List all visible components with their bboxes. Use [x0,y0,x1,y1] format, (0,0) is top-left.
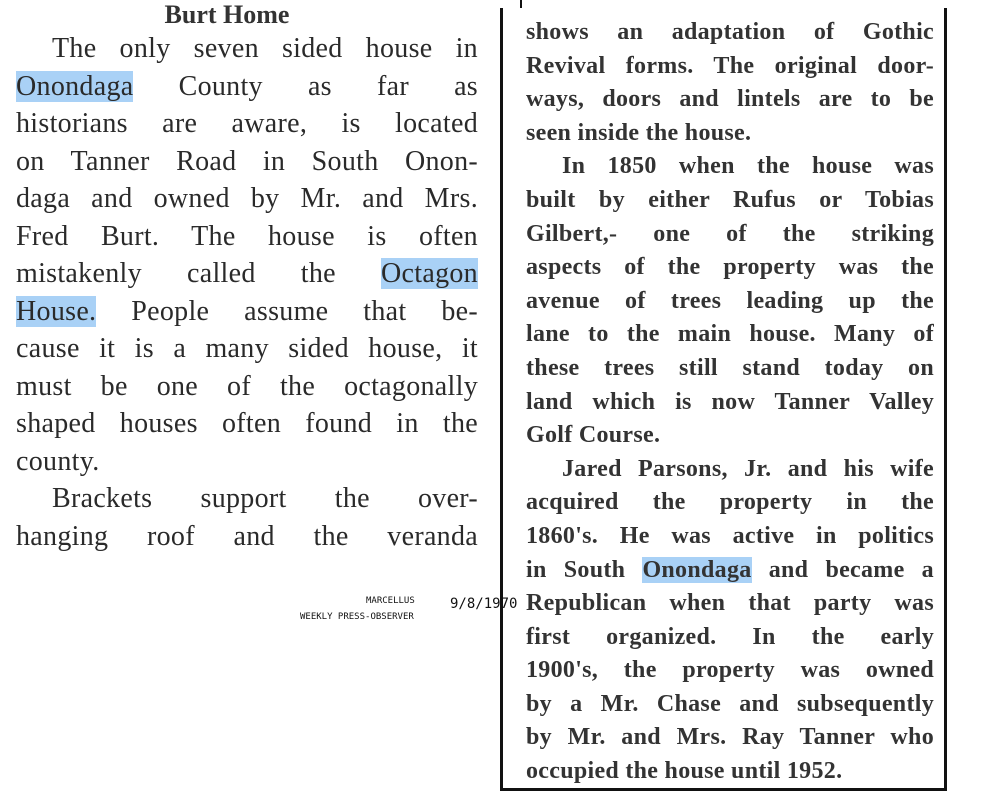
text-line [16,68,478,106]
text-line [526,755,934,789]
text-segment: by Mr. and Mrs. Ray Tanner who [526,724,934,751]
clipping-left-border [500,8,503,791]
right-column-text [526,16,934,789]
text-segment: shows an adaptation of Gothic [526,19,934,45]
left-article-column [16,0,478,555]
text-segment: People assume that be- [96,295,478,327]
text-line [526,285,934,319]
text-line [526,453,934,487]
text-segment: The only seven sided house in [52,33,478,64]
text-segment: seen inside the house. [526,119,752,146]
text-segment: Republican when that party was [526,590,934,617]
text-segment: Revival forms. The original door- [526,52,934,79]
text-line [526,486,934,520]
text-segment: occupied the house until 1952. [526,758,843,785]
text-line [16,293,478,331]
highlighted-term: Onondaga [16,70,134,102]
text-segment: these trees still stand today on [526,354,934,381]
text-segment: Brackets support the over- [52,483,478,514]
text-line [16,105,478,143]
text-line [526,218,934,252]
text-segment: on Tanner Road in South Onon- [16,145,478,177]
text-line [526,654,934,688]
text-segment: ways, doors and lintels are to be [526,86,934,113]
highlighted-term: House. [16,295,97,327]
text-line [526,251,934,285]
text-segment: hanging roof and the veranda [16,520,478,552]
text-line [16,405,478,443]
text-line [526,16,934,50]
text-line [526,554,934,588]
text-segment: Jared Parsons, Jr. and his wife [562,455,934,482]
text-segment: In 1850 when the house was [562,153,934,180]
text-line [526,117,934,151]
text-segment: Gilbert,- one of the striking [526,220,934,247]
text-line [526,50,934,84]
text-segment: Fred Burt. The house is often [16,220,478,252]
text-segment: by a Mr. Chase and subsequently [526,690,934,717]
text-line [16,330,478,368]
right-article-column [526,16,934,789]
text-segment: 1860's. He was active in politics [526,522,934,549]
text-line [526,621,934,655]
text-segment: mistakenly called the [16,258,382,289]
highlighted-term: Octagon [381,258,478,289]
text-line [16,255,478,293]
text-segment: daga and owned by Mr. and Mrs. [16,183,478,214]
text-segment: shaped houses often found in the [16,408,478,439]
highlighted-term: Onondaga [642,556,752,583]
text-line [16,30,478,68]
text-line [526,386,934,420]
text-segment: acquired the property in the [526,489,934,516]
text-segment: and became a [751,556,934,583]
text-segment: aspects of the property was the [526,254,934,281]
text-segment: must be one of the octagonally [16,370,478,402]
text-segment: County as far as [133,70,478,102]
text-line [526,419,934,453]
text-line [526,587,934,621]
text-segment: cause it is a many sided house, it [16,333,478,364]
text-line [16,143,478,181]
text-line [526,318,934,352]
clipping-right-border [944,8,947,791]
handwritten-town-note: MARCELLUS [366,596,415,606]
article-headline: Burt Home [164,0,290,29]
text-line [526,721,934,755]
text-segment: lane to the main house. Many of [526,321,934,348]
text-line [526,83,934,117]
text-segment: first organized. In the early [526,623,934,650]
text-segment: built by either Rufus or Tobias [526,186,934,213]
text-line [526,520,934,554]
text-segment: land which is now Tanner Valley [526,388,934,415]
text-line [526,352,934,386]
left-column-text [16,30,478,555]
text-segment: Golf Course. [526,422,661,449]
text-line [526,184,934,218]
text-segment: avenue of trees leading up the [526,287,934,314]
text-segment: in South [526,556,643,583]
handwritten-date-note: 9/8/1970 [450,596,518,612]
text-segment: county. [16,445,100,477]
text-segment: historians are aware, is located [16,108,478,139]
text-line [16,368,478,406]
text-line [16,518,478,556]
text-line [526,150,934,184]
handwritten-publication-note: WEEKLY PRESS-OBSERVER [300,612,414,622]
text-line [526,688,934,722]
text-line [16,218,478,256]
column-rule-tick [520,0,522,8]
text-segment: 1900's, the property was owned [526,657,934,684]
text-line [16,480,478,518]
text-line [16,180,478,218]
text-line [16,443,478,481]
